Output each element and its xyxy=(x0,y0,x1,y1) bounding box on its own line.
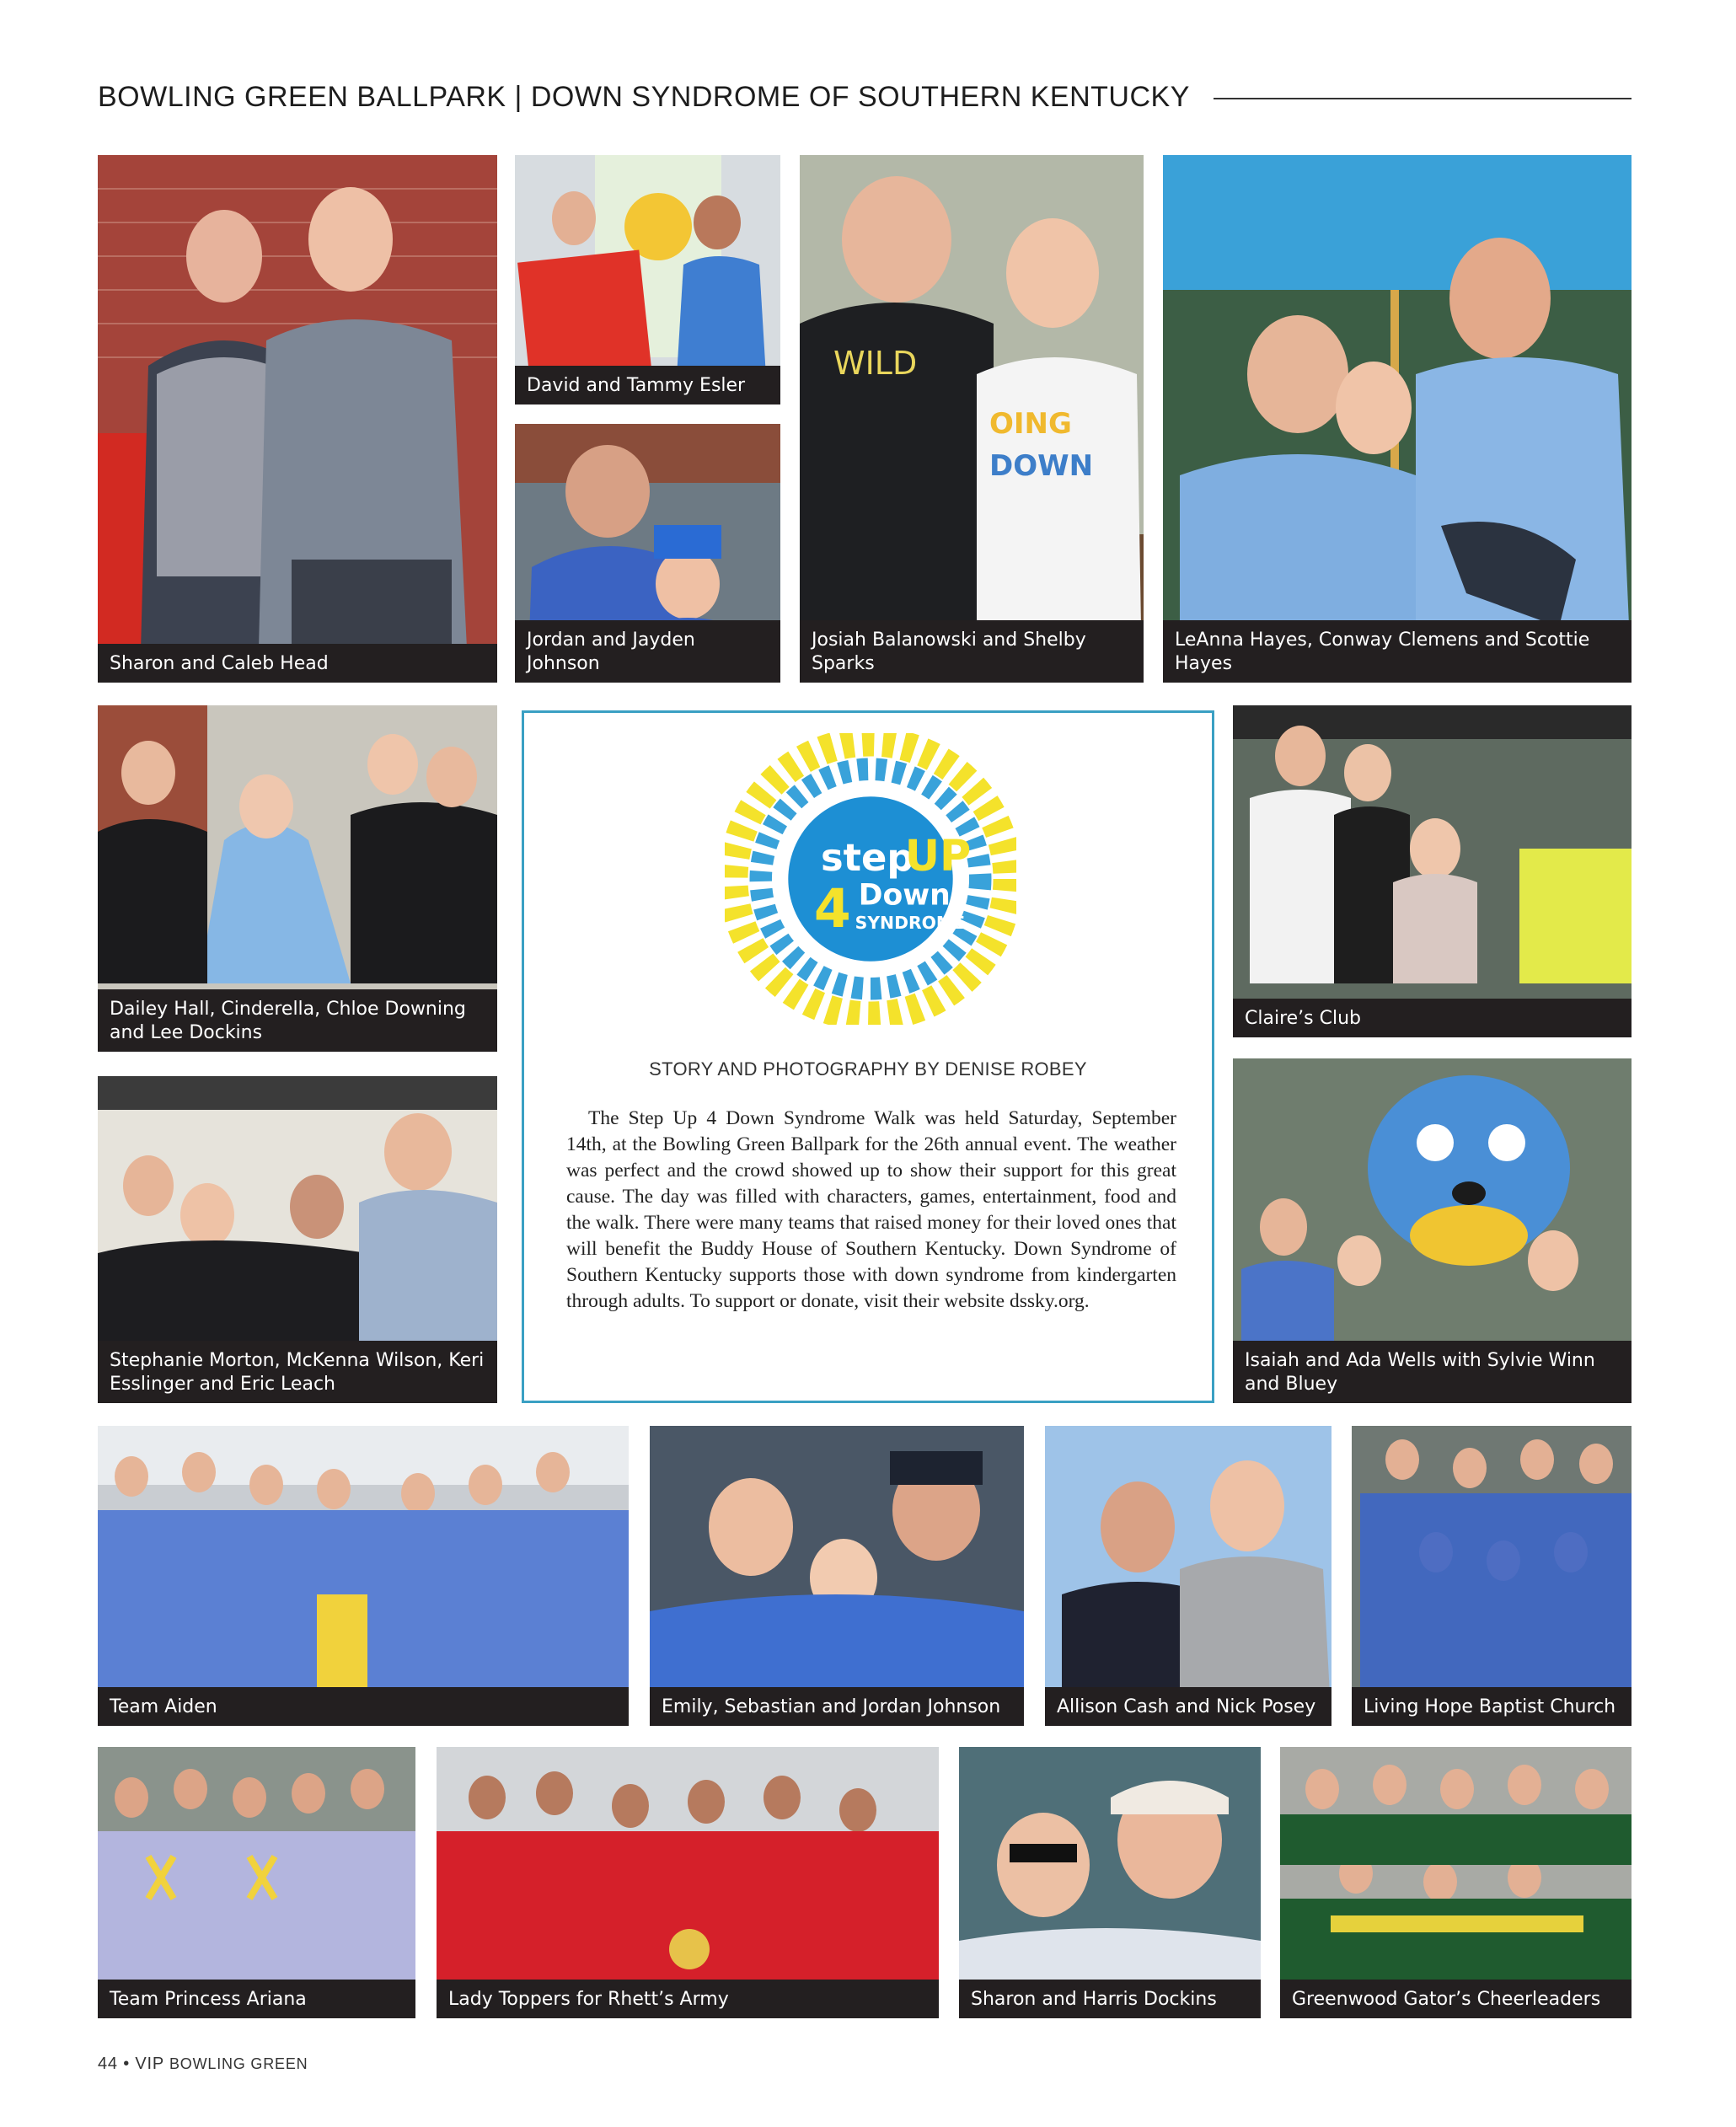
photo-team-princess-ariana xyxy=(98,1747,415,2018)
photo-image xyxy=(1163,155,1632,683)
page-footer xyxy=(98,2055,308,2074)
logo-step: step xyxy=(820,834,914,880)
photo-caption: Isaiah and Ada Wells with Sylvie Winn and Bluey xyxy=(1233,1341,1632,1403)
photo-image xyxy=(1280,1747,1632,2018)
header-rule xyxy=(1214,98,1632,99)
photo-image xyxy=(98,1426,629,1726)
photo-balanowski-sparks xyxy=(800,155,1144,683)
photo-greenwood-gators xyxy=(1280,1747,1632,2018)
photo-image xyxy=(1352,1426,1632,1726)
story-box xyxy=(522,710,1214,1403)
photo-caption: Allison Cash and Nick Posey xyxy=(1045,1687,1331,1726)
photo-image xyxy=(1045,1426,1331,1726)
photo-image xyxy=(1233,705,1632,1037)
svg-text:OING: OING xyxy=(989,407,1072,441)
step-up-logo xyxy=(725,733,1016,1025)
photo-caption: Living Hope Baptist Church xyxy=(1352,1687,1632,1726)
photo-image xyxy=(98,155,497,683)
photo-caption: Sharon and Harris Dockins xyxy=(959,1980,1261,2018)
photo-cash-posey xyxy=(1045,1426,1331,1726)
photo-caption: Greenwood Gator’s Cheerleaders xyxy=(1280,1980,1632,2018)
photo-image xyxy=(98,1747,415,2018)
photo-living-hope xyxy=(1352,1426,1632,1726)
photo-hayes-clemens xyxy=(1163,155,1632,683)
photo-wells-bluey xyxy=(1233,1058,1632,1403)
publication-name: BOWLING GREEN xyxy=(169,2055,308,2072)
photo-caption: Jordan and Jayden Johnson xyxy=(515,620,780,683)
photo-caption: Emily, Sebastian and Jordan Johnson xyxy=(650,1687,1024,1726)
photo-claires-club xyxy=(1233,705,1632,1037)
photo-image xyxy=(959,1747,1261,2018)
photo-johnson-jordan-jayden xyxy=(515,424,780,683)
photo-caption: Josiah Balanowski and Shelby Sparks xyxy=(800,620,1144,683)
svg-text:DOWN: DOWN xyxy=(989,449,1094,483)
photo-lady-toppers xyxy=(437,1747,939,2018)
photo-sharon-caleb xyxy=(98,155,497,683)
photo-caption: Team Princess Ariana xyxy=(98,1980,415,2018)
page-header: BOWLING GREEN BALLPARK | DOWN SYNDROME OF SOUTHERN KENTUCKY xyxy=(98,81,1190,113)
photo-image xyxy=(800,155,1144,683)
photo-caption: Sharon and Caleb Head xyxy=(98,644,497,683)
photo-esler xyxy=(515,155,780,405)
photo-image xyxy=(650,1426,1024,1726)
photo-hall-cinderella xyxy=(98,705,497,1052)
photo-morton-wilson xyxy=(98,1076,497,1403)
photo-caption: Stephanie Morton, McKenna Wilson, Keri Esslinger and Eric Leach xyxy=(98,1341,497,1403)
logo-four: 4 xyxy=(813,876,851,940)
photo-caption: Claire’s Club xyxy=(1233,999,1632,1037)
photo-caption: Team Aiden xyxy=(98,1687,629,1726)
photo-caption: Dailey Hall, Cinderella, Chloe Downing and Lee Dockins xyxy=(98,989,497,1052)
page-number: 44 • VIP xyxy=(98,2055,164,2073)
photo-caption: LeAnna Hayes, Conway Clemens and Scottie Hayes xyxy=(1163,620,1632,683)
photo-image xyxy=(437,1747,939,2018)
story-body: The Step Up 4 Down Syndrome Walk was held Saturday, September 14th, at the Bowling Green Ballpark for the 26th annual event. The weather was perfect and the crowd showed up to show their support for this great cause. The day was filled with characters, games, entertainment, food and the walk. There were many teams that raised money for their loved ones that will benefit the Buddy House of Southern Kentucky. Down Syndrome of Southern Kentucky supports those with down syndrome from kindergarten through adults. To support or donate, visit their website dssky.org. xyxy=(566,1107,1176,1312)
photo-caption: David and Tammy Esler xyxy=(515,366,780,405)
logo-down: Down xyxy=(858,878,951,913)
photo-team-aiden xyxy=(98,1426,629,1726)
svg-text:WILD: WILD xyxy=(833,345,918,382)
photo-johnson-family xyxy=(650,1426,1024,1726)
logo-syndrome: SYNDROME xyxy=(855,913,966,934)
story-byline: STORY AND PHOTOGRAPHY BY DENISE ROBEY xyxy=(649,1058,1087,1080)
logo-up: UP xyxy=(904,830,972,881)
photo-sharon-harris-dockins xyxy=(959,1747,1261,2018)
photo-caption: Lady Toppers for Rhett’s Army xyxy=(437,1980,939,2018)
